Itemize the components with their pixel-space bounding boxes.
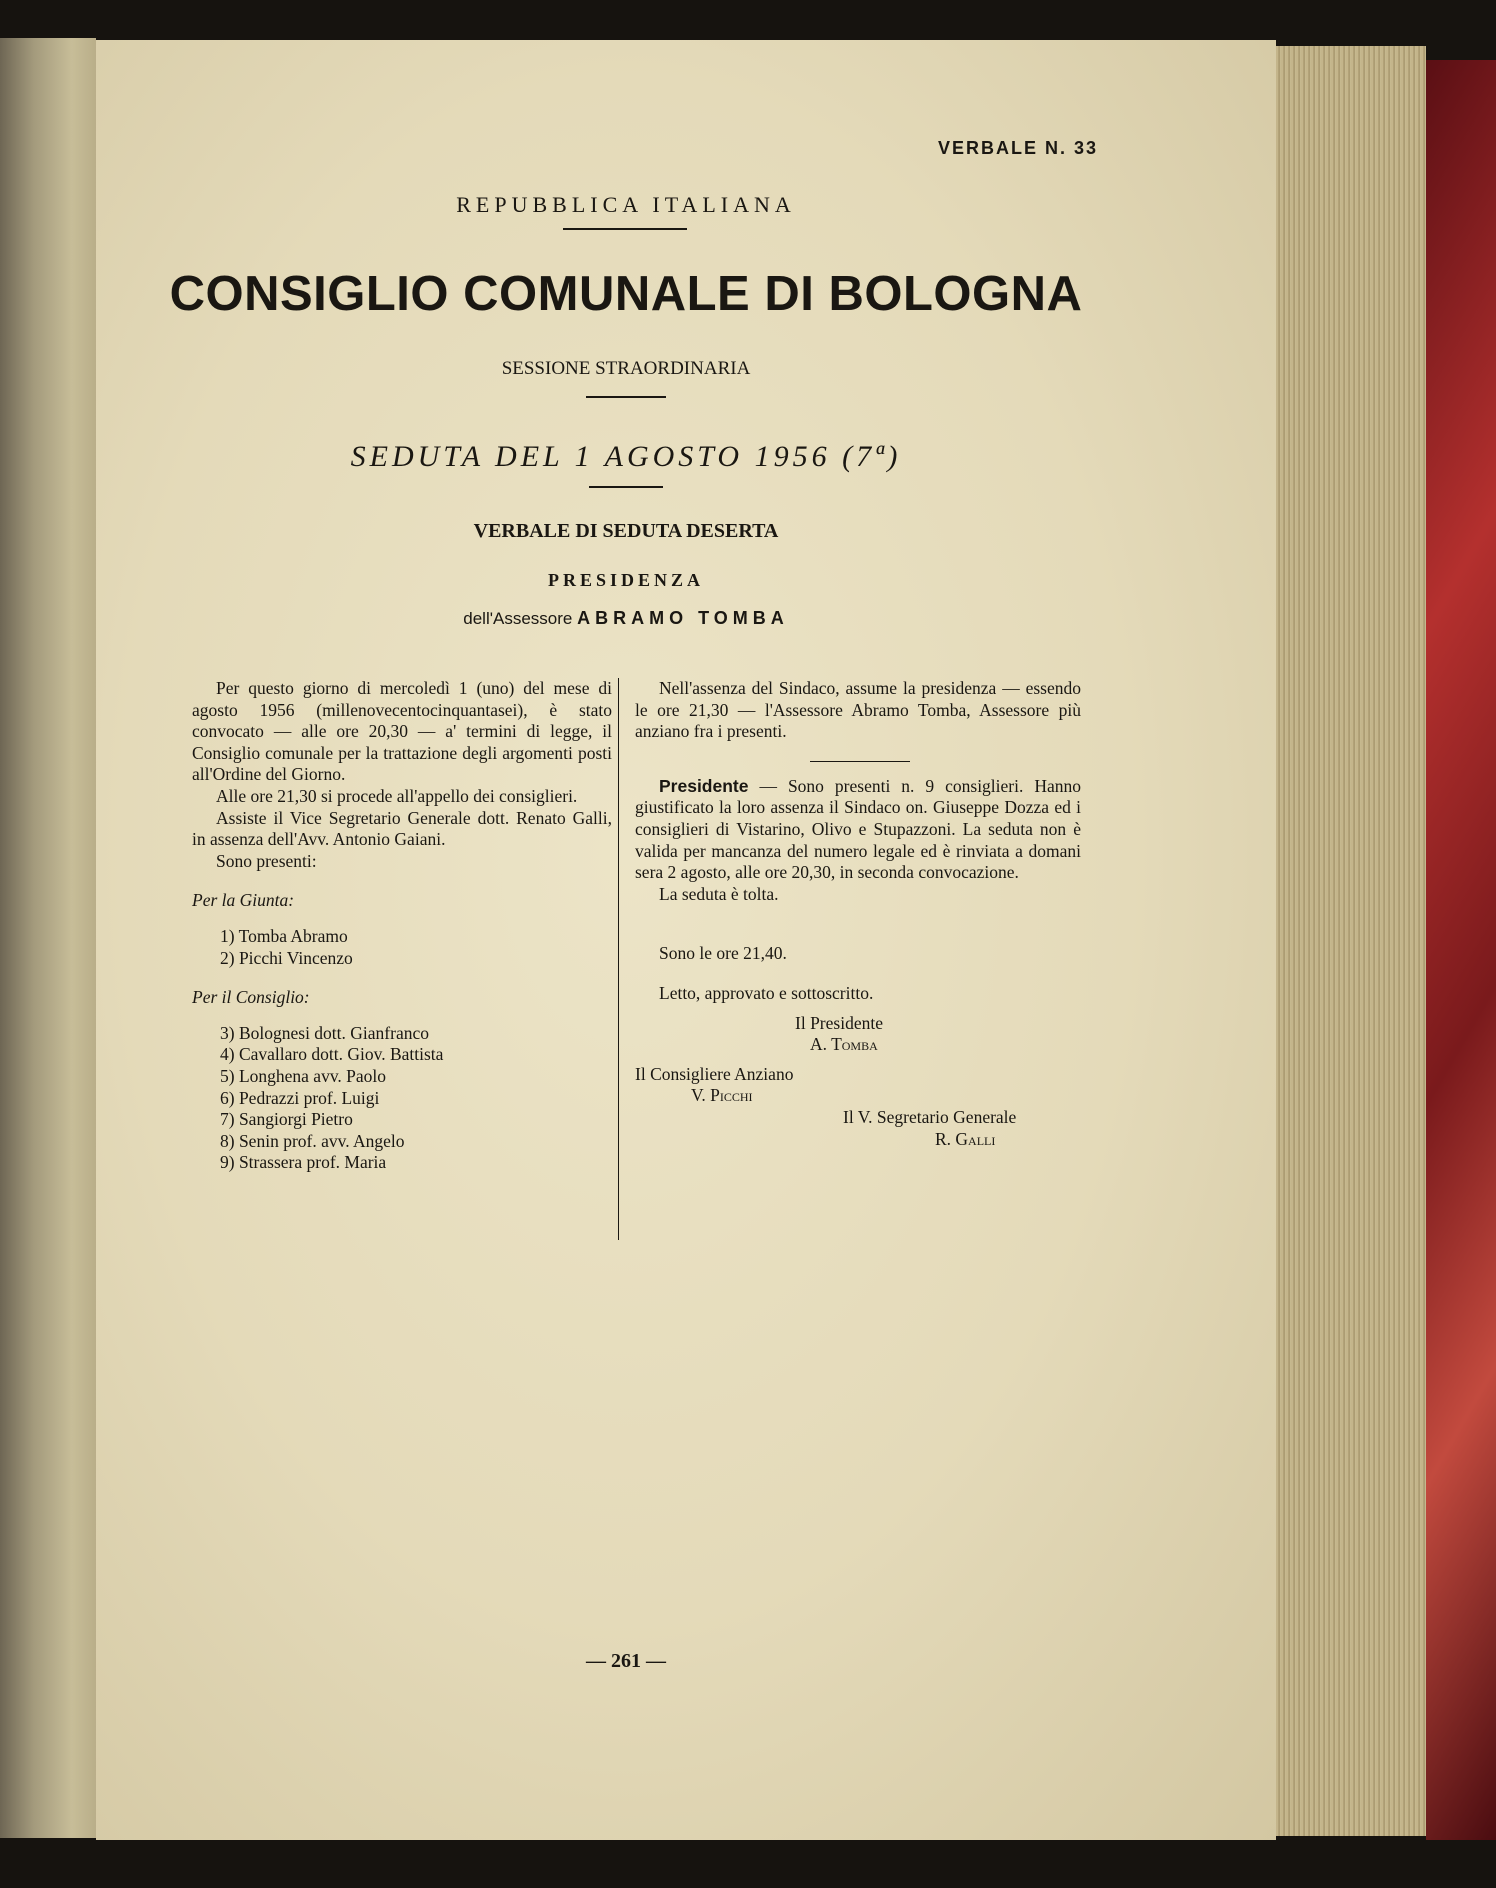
closing-time: Sono le ore 21,40. [659, 943, 787, 964]
left-column [192, 678, 612, 1174]
presidente-paragraph [635, 776, 1081, 884]
session-heading: SESSIONE STRAORDINARIA [501, 358, 751, 379]
signature-title: Il Consigliere Anziano [635, 1063, 794, 1084]
list-item: 1) Tomba Abramo [220, 925, 348, 946]
paragraph: Alle ore 21,30 si procede all'appello dei consiglieri. [216, 785, 578, 806]
page-title: CONSIGLIO COMUNALE DI BOLOGNA [169, 267, 1083, 321]
consiglio-list [192, 1023, 612, 1174]
signature-name: A. Tomba [810, 1034, 878, 1055]
list-item: 5) Longhena avv. Paolo [220, 1065, 387, 1086]
record-title: VERBALE DI SEDUTA DESERTA [473, 520, 779, 542]
page-number: — 261 — [586, 1650, 666, 1672]
document-page [96, 40, 1276, 1840]
paragraph: Sono presenti: [216, 850, 317, 871]
divider [563, 228, 687, 230]
paragraph: Nell'assenza del Sindaco, assume la presidenza — essendo le ore 21,30 — l'Assessore Abramo Tomba, Assessore più anziano fra i presenti. [635, 678, 1081, 742]
list-item: 8) Senin prof. avv. Angelo [220, 1130, 405, 1151]
divider [810, 761, 910, 762]
assessor-prefix: dell'Assessore [463, 609, 573, 628]
list-item: 6) Pedrazzi prof. Luigi [220, 1087, 380, 1108]
divider [589, 486, 663, 488]
presidente-text: — Sono presenti n. 9 consiglieri. Hanno giustificato la loro assenza il Sindaco on. Giuseppe Dozza ed i consiglieri di Vistarino, Olivo e Stupazzoni. La seduta non è valida per mancanza del numero legale ed è rinviata a domani sera 2 agosto, alle ore 20,30, in seconda convocazione. [635, 775, 1082, 883]
right-column [635, 678, 1081, 1150]
column-divider [618, 678, 619, 1240]
sitting-heading: SEDUTA DEL 1 AGOSTO 1956 (7ª) [350, 440, 902, 473]
facing-page [0, 38, 96, 1838]
giunta-heading: Per la Giunta: [192, 890, 295, 911]
republic-heading: REPUBBLICA ITALIANA [456, 192, 796, 217]
divider [586, 396, 666, 398]
list-item: 9) Strassera prof. Maria [220, 1152, 387, 1173]
consiglio-heading: Per il Consiglio: [192, 987, 310, 1008]
presidency-heading: PRESIDENZA [547, 570, 705, 590]
page-edges [1276, 46, 1426, 1836]
list-item: 4) Cavallaro dott. Giov. Battista [220, 1044, 444, 1065]
paragraph: La seduta è tolta. [659, 883, 779, 904]
signature-name: V. Picchi [691, 1085, 753, 1106]
list-item: 7) Sangiorgi Pietro [220, 1109, 353, 1130]
list-item: 3) Bolognesi dott. Gianfranco [220, 1022, 429, 1043]
signature-title: Il V. Segretario Generale [843, 1106, 1017, 1127]
assessor-line [96, 608, 1156, 629]
approval-note: Letto, approvato e sottoscritto. [659, 982, 874, 1003]
signature-title: Il Presidente [795, 1012, 883, 1033]
assessor-name: ABRAMO TOMBA [577, 608, 789, 628]
list-item: 2) Picchi Vincenzo [220, 947, 353, 968]
signature-name: R. Galli [935, 1128, 996, 1149]
paragraph: Per questo giorno di mercoledì 1 (uno) del mese di agosto 1956 (millenovecentocinquantasei), è stato convocato — alle ore 20,30 — a' termini di legge, il Consiglio comunale per la trattazione degli argomenti posti all'Ordine del Giorno. [192, 678, 612, 785]
verbale-number: VERBALE N. 33 [937, 138, 1098, 158]
book-cover [1426, 60, 1496, 1840]
giunta-list [192, 926, 612, 969]
presidente-label: Presidente [659, 775, 749, 796]
paragraph: Assiste il Vice Segretario Generale dott. Renato Galli, in assenza dell'Avv. Antonio Gaiani. [192, 807, 612, 850]
